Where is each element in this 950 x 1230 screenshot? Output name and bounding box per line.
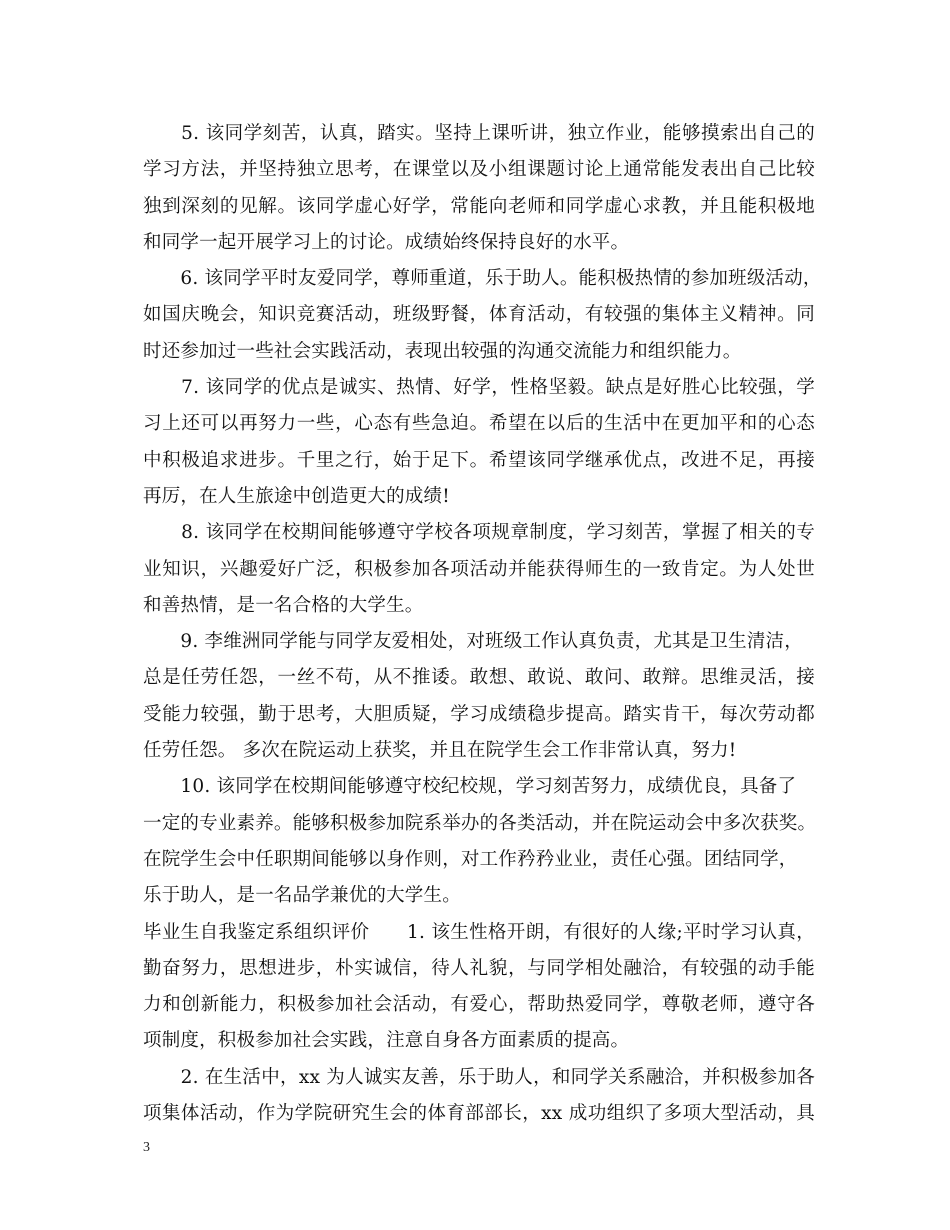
text-line: 受能力较强，勤于思考，大胆质疑，学习成绩稳步提高。踏实肯干，每次劳动都 xyxy=(143,703,815,725)
text-line: 6. 该同学平时友爱同学，尊师重道，乐于助人。能积极热情的参加班级活动， xyxy=(143,268,822,290)
text-line: 和同学一起开展学习上的讨论。成绩始终保持良好的水平。 xyxy=(143,231,630,253)
text-line: 10. 该同学在校期间能够遵守校纪校规，学习刻苦努力，成绩优良，具备了 xyxy=(143,776,797,798)
document-body xyxy=(143,116,822,1132)
text-line: 再厉，在人生旅途中创造更大的成绩! xyxy=(143,485,450,507)
text-line: 力和创新能力，积极参加社会活动，有爱心，帮助热爱同学，尊敬老师，遵守各 xyxy=(143,994,815,1016)
text-line: 中积极追求进步。千里之行，始于足下。希望该同学继承优点，改进不足，再接 xyxy=(143,449,815,471)
text-line: 勤奋努力，思想进步，朴实诚信，待人礼貌，与同学相处融洽，有较强的动手能 xyxy=(143,957,815,979)
text-line: 9. 李维洲同学能与同学友爱相处，对班级工作认真负责，尤其是卫生清洁， xyxy=(143,631,803,653)
page-number: 3 xyxy=(143,1140,150,1155)
text-line: 独到深刻的见解。该同学虚心好学，常能向老师和同学虚心求教，并且能积极地 xyxy=(143,195,815,217)
text-line: 任劳任怨。 多次在院运动上获奖，并且在院学生会工作非常认真，努力! xyxy=(143,740,737,762)
text-line: 项制度，积极参加社会实践，注意自身各方面素质的提高。 xyxy=(143,1030,630,1052)
text-line: 业知识，兴趣爱好广泛，积极参加各项活动并能获得师生的一致肯定。为人处世 xyxy=(143,558,815,580)
text-line: 总是任劳任怨，一丝不苟，从不推诿。敢想、敢说、敢问、敢辩。思维灵活，接 xyxy=(143,667,815,689)
text-line: 习上还可以再努力一些，心态有些急迫。希望在以后的生活中在更加平和的心态 xyxy=(143,413,815,435)
text-line: 一定的专业素养。能够积极参加院系举办的各类活动，并在院运动会中多次获奖。 xyxy=(143,812,817,834)
text-line: 时还参加过一些社会实践活动，表现出较强的沟通交流能力和组织能力。 xyxy=(143,340,742,362)
text-line: 5. 该同学刻苦，认真，踏实。坚持上课听讲，独立作业，能够摸索出自己的 xyxy=(143,123,815,144)
text-line: 2. 在生活中，xx 为人诚实友善，乐于助人，和同学关系融洽，并积极参加各 xyxy=(143,1066,815,1088)
text-line: 学习方法，并坚持独立思考，在课堂以及小组课题讨论上通常能发表出自己比较 xyxy=(143,159,815,181)
text-line: 8. 该同学在校期间能够遵守学校各项规章制度，学习刻苦，掌握了相关的专 xyxy=(143,522,815,544)
text-line: 乐于助人，是一名品学兼优的大学生。 xyxy=(143,885,461,907)
text-line: 在院学生会中任职期间能够以身作则，对工作矜矜业业，责任心强。团结同学， xyxy=(143,848,798,870)
text-line: 项集体活动，作为学院研究生会的体育部部长，xx 成功组织了多项大型活动，具 xyxy=(143,1103,815,1125)
text-line: 和善热情，是一名合格的大学生。 xyxy=(143,594,424,616)
text-line: 7. 该同学的优点是诚实、热情、好学，性格坚毅。缺点是好胜心比较强，学 xyxy=(143,377,815,399)
text-line: 毕业生自我鉴定系组织评价 1. 该生性格开朗，有很好的人缘;平时学习认真， xyxy=(143,921,815,943)
text-line: 如国庆晚会，知识竞赛活动，班级野餐，体育活动，有较强的集体主义精神。同 xyxy=(143,304,815,326)
